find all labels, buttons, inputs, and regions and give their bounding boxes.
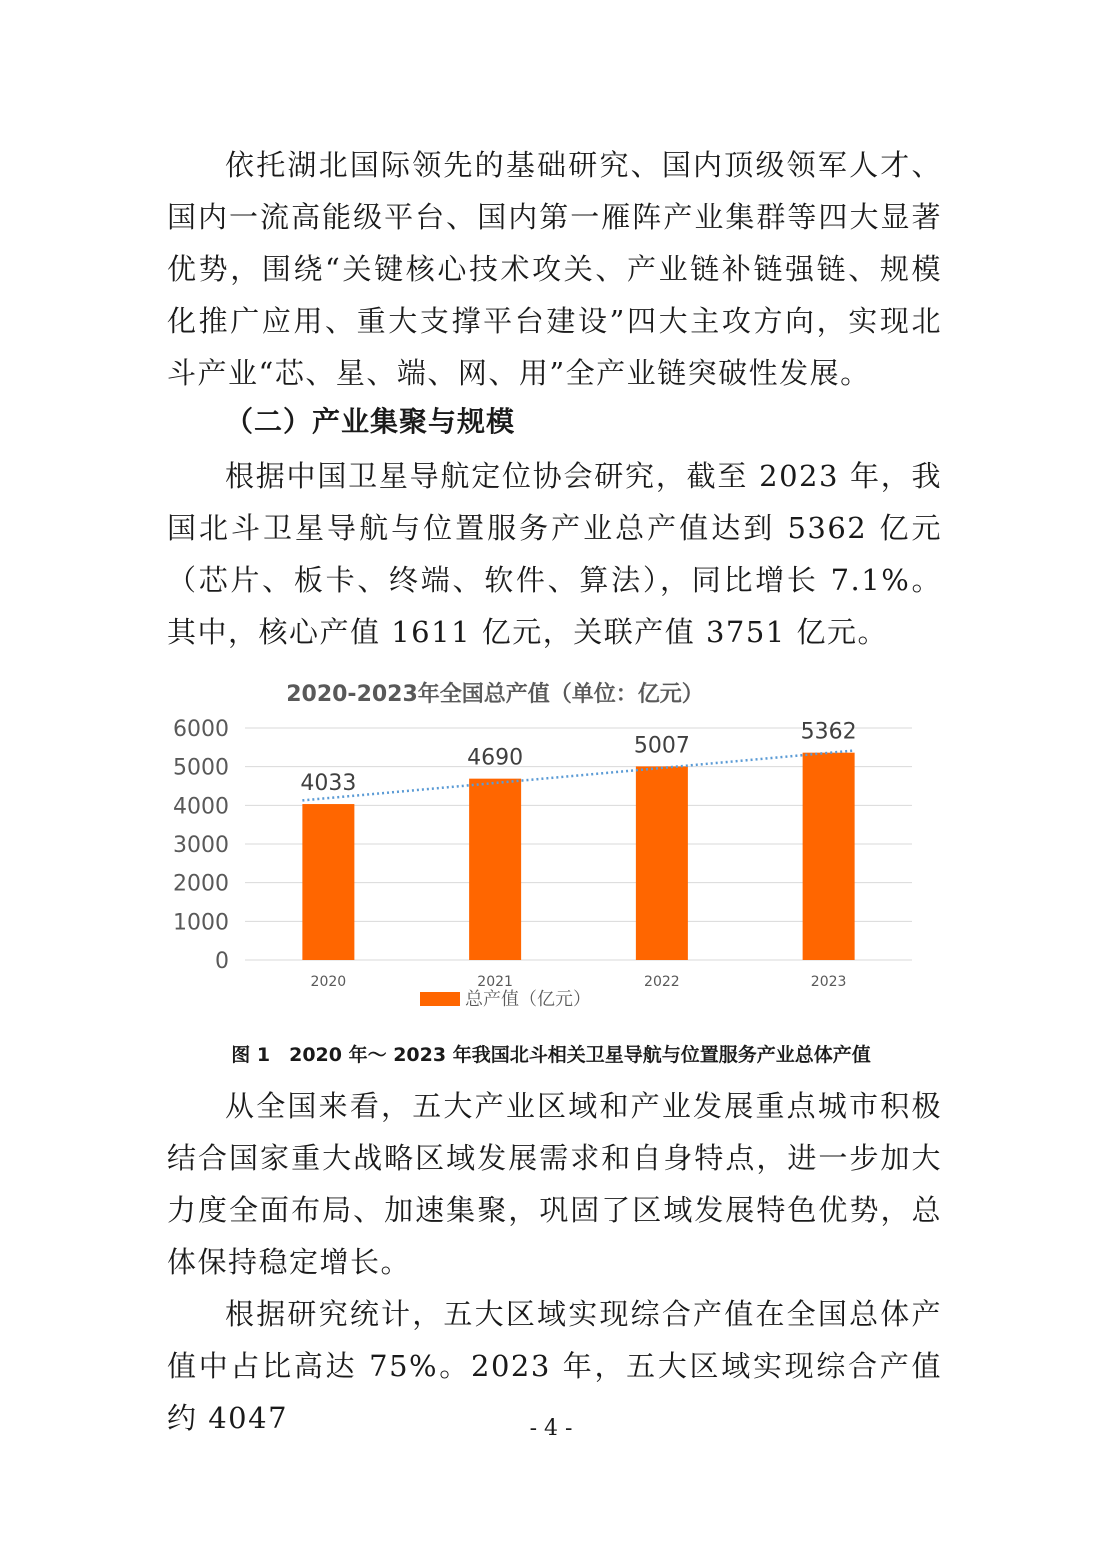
y-tick-label: 4000 bbox=[173, 794, 229, 820]
output-value-chart bbox=[150, 668, 940, 1023]
bar bbox=[469, 779, 521, 960]
x-tick-label: 2022 bbox=[644, 974, 680, 990]
figure-caption: 图 1 2020 年～ 2023 年我国北斗相关卫星导航与位置服务产业总体产值 bbox=[231, 1044, 871, 1066]
paragraph-advantages: 依托湖北国际领先的基础研究、国内顶级领军人才、国内一流高能级平台、国内第一雁阵产业集群等四大显著优势，围绕“关键核心技术攻关、产业链补链强链、规模化推广应用、重大支撑平台建设”四大主攻方向，实现北斗产业“芯、星、端、网、用”全产业链突破性发展。 bbox=[167, 148, 942, 390]
section-heading: （二）产业集聚与规模 bbox=[225, 405, 516, 438]
page-number: - 4 - bbox=[529, 1416, 573, 1441]
chart-trendline bbox=[302, 750, 854, 800]
chart-y-axis bbox=[173, 717, 229, 974]
data-label: 4033 bbox=[300, 771, 357, 797]
legend-swatch bbox=[420, 992, 460, 1006]
chart-bars bbox=[302, 753, 854, 960]
trendline bbox=[302, 750, 854, 800]
data-label: 4690 bbox=[467, 745, 524, 771]
x-tick-label: 2023 bbox=[810, 974, 847, 990]
y-tick-label: 0 bbox=[215, 949, 229, 974]
y-tick-label: 3000 bbox=[173, 833, 229, 858]
paragraph-output-value: 根据中国卫星导航定位协会研究，截至 2023 年，我国北斗卫星导航与位置服务产业总产值达到 5362 亿元（芯片、板卡、终端、软件、算法），同比增长 7.1%。其中，核心产值 1611 亿元，关联产值 3751 亿元。 bbox=[167, 459, 942, 649]
data-label: 5007 bbox=[633, 733, 690, 759]
chart-legend bbox=[420, 989, 591, 1010]
bar bbox=[636, 766, 688, 960]
chart-title: 2020-2023年全国总产值（单位：亿元） bbox=[286, 682, 704, 707]
y-tick-label: 2000 bbox=[173, 871, 229, 897]
chart-svg bbox=[150, 668, 940, 1023]
x-tick-label: 2021 bbox=[477, 974, 513, 990]
chart-x-axis bbox=[311, 974, 847, 990]
legend-label: 总产值（亿元） bbox=[465, 989, 591, 1010]
y-tick-label: 1000 bbox=[173, 910, 229, 936]
x-tick-label: 2020 bbox=[310, 974, 347, 990]
bar bbox=[302, 804, 354, 960]
paragraph-regional-share: 根据研究统计，五大区域实现综合产值在全国总体产值中占比高达 75%。2023 年，五大区域实现综合产值约 4047 bbox=[167, 1297, 942, 1435]
data-label: 5362 bbox=[800, 719, 857, 745]
y-tick-label: 5000 bbox=[173, 755, 229, 781]
chart-data-labels bbox=[300, 720, 856, 796]
y-tick-label: 6000 bbox=[173, 717, 229, 742]
bar bbox=[803, 753, 855, 960]
paragraph-regional-overview: 从全国来看，五大产业区域和产业发展重点城市积极结合国家重大战略区域发展需求和自身特点，进一步加大力度全面布局、加速集聚，巩固了区域发展特色优势，总体保持稳定增长。 bbox=[167, 1089, 942, 1279]
